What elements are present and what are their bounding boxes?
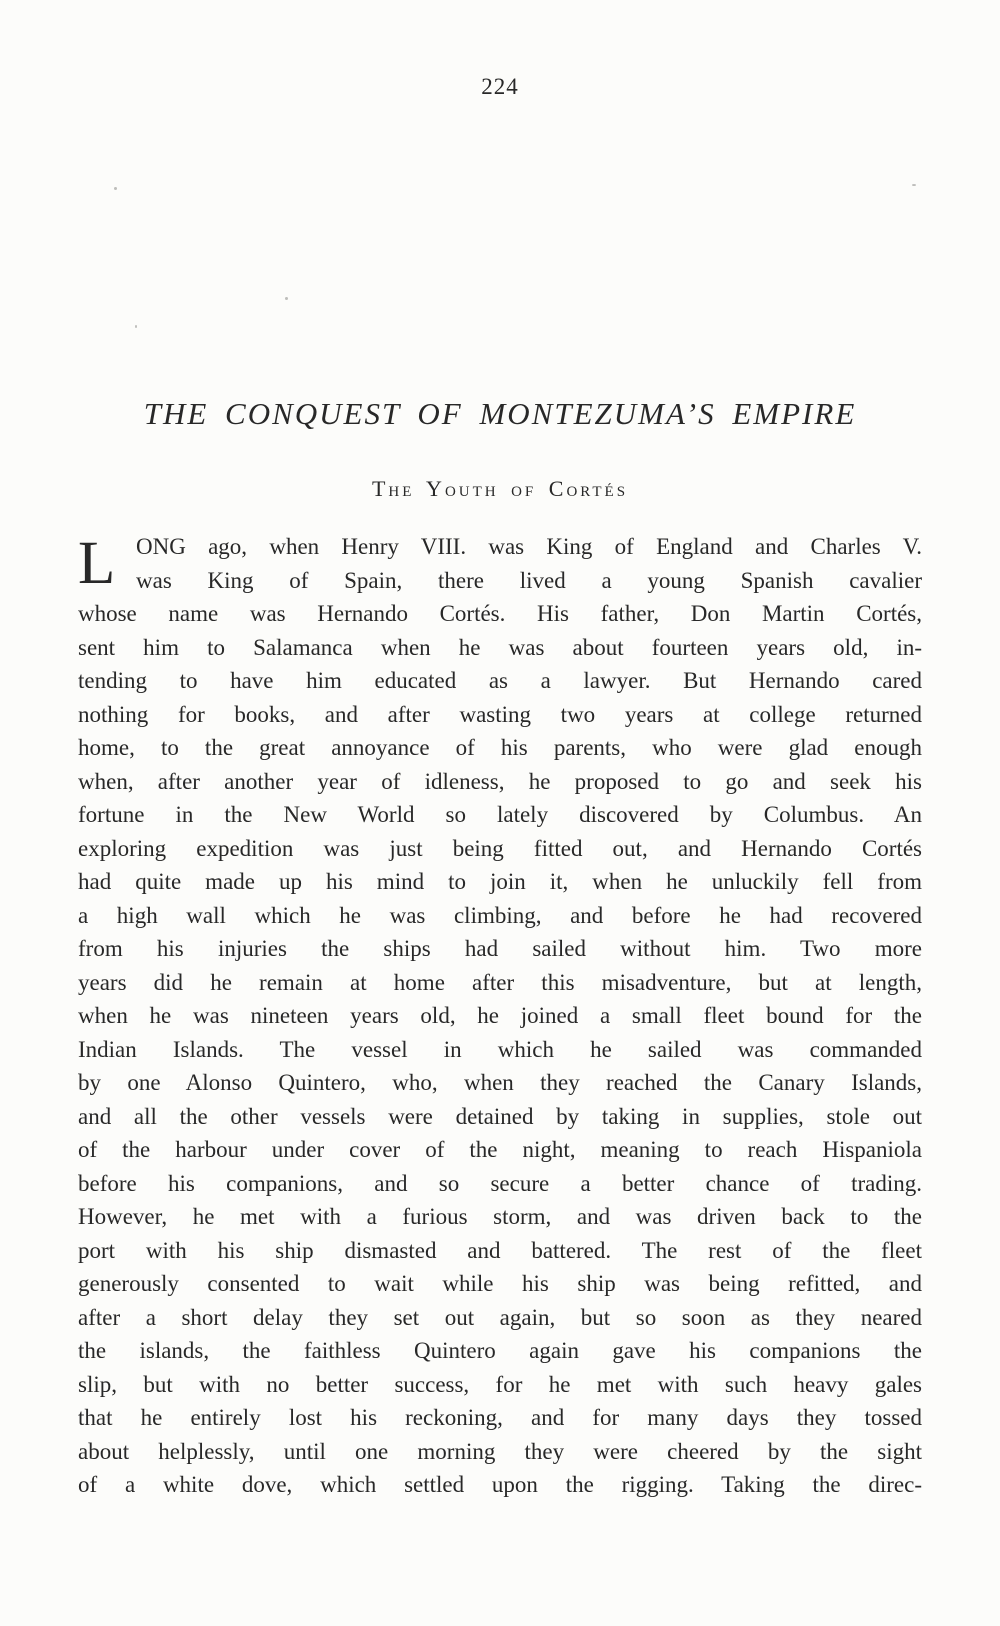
text-line: a high wall which he was climbing, and before he had recovered (78, 902, 922, 928)
text-line: However, he met with a furious storm, and was driven back to the (78, 1204, 922, 1229)
text-line: nothing for books, and after wasting two years at college returned (78, 701, 922, 727)
text-line: ONG ago, when Henry VIII. was King of England and Charles V. (136, 534, 922, 559)
text-line: home, to the great annoyance of his parents, who were glad enough (78, 735, 922, 760)
paragraph (78, 530, 922, 1502)
text-line: when he was nineteen years old, he joined a small fleet bound for the (78, 1003, 922, 1028)
text-line: was King of Spain, there lived a young Spanish cavalier (136, 567, 922, 593)
text-line: by one Alonso Quintero, who, when they reached the Canary Islands, (78, 1070, 922, 1095)
body-text (78, 530, 922, 1502)
text-line: tending to have him educated as a lawyer. But Hernando cared (78, 668, 922, 693)
text-line: generously consented to wait while his ship was being refitted, and (78, 1271, 922, 1296)
text-line: when, after another year of idleness, he proposed to go and seek his (78, 768, 922, 794)
text-line: Indian Islands. The vessel in which he sailed was commanded (78, 1036, 922, 1062)
text-line: before his companions, and so secure a better chance of trading. (78, 1170, 922, 1196)
scan-artifact (135, 325, 137, 328)
scan-artifact (912, 184, 916, 186)
drop-cap: L (78, 530, 116, 597)
text-line: fortune in the New World so lately discovered by Columbus. An (78, 802, 922, 827)
scan-artifact (285, 297, 288, 300)
text-line: and all the other vessels were detained by taking in supplies, stole out (78, 1103, 922, 1129)
text-line: sent him to Salamanca when he was about fourteen years old, in- (78, 634, 922, 660)
text-line: from his injuries the ships had sailed without him. Two more (78, 936, 922, 961)
text-line: the islands, the faithless Quintero again gave his companions the (78, 1338, 922, 1363)
text-line: slip, but with no better success, for he met with such heavy gales (78, 1371, 922, 1397)
text-line: of a white dove, which settled upon the rigging. Taking the direc- (78, 1472, 922, 1497)
text-line: after a short delay they set out again, but so soon as they neared (78, 1304, 922, 1330)
text-line: of the harbour under cover of the night, meaning to reach Hispaniola (78, 1137, 922, 1162)
text-line: whose name was Hernando Cortés. His father, Don Martin Cortés, (78, 601, 922, 626)
text-line: exploring expedition was just being fitted out, and Hernando Cortés (78, 835, 922, 861)
scan-artifact (114, 187, 117, 190)
text-line: years did he remain at home after this misadventure, but at length, (78, 969, 922, 995)
section-subtitle: The Youth of Cortés (371, 476, 629, 501)
text-line: about helplessly, until one morning they were cheered by the sight (78, 1438, 922, 1464)
page-number: 224 (481, 74, 519, 99)
text-line: had quite made up his mind to join it, when he unluckily fell from (78, 869, 922, 894)
text-line: that he entirely lost his reckoning, and for many days they tossed (78, 1405, 922, 1430)
text-line: port with his ship dismasted and battered. The rest of the fleet (78, 1237, 922, 1263)
chapter-title: THE CONQUEST OF MONTEZUMA’S EMPIRE (143, 396, 857, 431)
